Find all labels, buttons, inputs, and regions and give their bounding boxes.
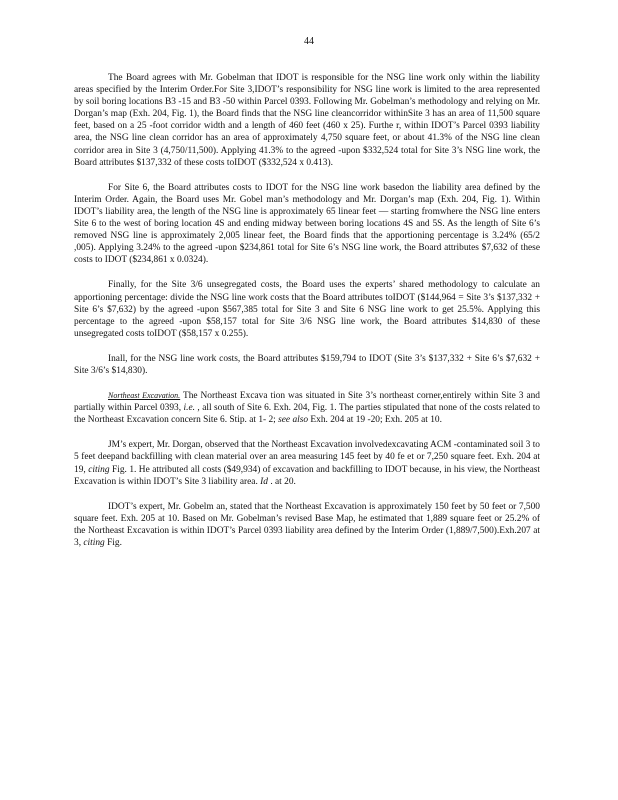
paragraph-nsg-total: Inall, for the NSG line work costs, the Board attributes $159,794 to IDOT (Site 3’s $137,332 + Site 6’s $7,632 + Site 3/6’s $14,830). bbox=[74, 353, 540, 376]
page-number: 44 bbox=[304, 36, 314, 47]
paragraph-nsg-site3: The Board agrees with Mr. Gobelman that IDOT is responsible for the NSG line work only within the liability areas specified by the Interim Order.For Site 3,IDOT’s responsibility for NSG line work is limited to the area represented by soil boring locations B3 -15 and B3 -50 within Parcel 0393. Following Mr. Gobelman’s methodology and relying on Mr. Dorgan’s map (Exh. 204, Fig. 1), the Board finds that the NSG line cleancorridor withinSite 3 has an area of 11,500 square feet, based on a 25 -foot corridor width and a length of 460 feet (460 x 25). Furthe r, within IDOT’s Parcel 0393 liability area, the NSG line clean corridor has an area of approximately 4,750 square feet, or about 41.3% of the NSG line clean corridor area in Site 3 (4,750/11,500). Applying 41.3% to the agreed -upon $332,524 total for Site 3’s NSG line work, the Board attributes $137,332 of these costs toIDOT ($332,524 x 0.413). bbox=[74, 73, 540, 168]
citation-signal: see also bbox=[278, 415, 309, 426]
paragraph-nsg-site6: For Site 6, the Board attributes costs to IDOT for the NSG line work basedon the liability area defined by the Interim Order. Again, the Board uses Mr. Gobel man’s methodology and Mr. Dorgan’s map (Exh. 204, Fig. 1). Within IDOT’s liability area, the length of the NSG line is approximately 65 linear feet — starting fromwhere the NSG line enters Site 6 to the west of boring location 4S and ending midway between boring locations 4S and 5S. As the length of Site 6’s removed NSG line is approximately 2,005 linear feet, the Board finds that the apportioning percentage is 3.24% (65/2 ,005). Applying 3.24% to the agreed -upon $234,861 total for Site 6’s NSG line work, the Board attributes $7,632 of these costs to IDOT ($234,861 x 0.0324). bbox=[74, 182, 540, 266]
paragraph-text: . at 20. bbox=[267, 476, 296, 487]
citation-signal: i.e. bbox=[183, 403, 195, 414]
paragraph-gobelman-opinion bbox=[74, 501, 540, 549]
paragraph-northeast-excavation bbox=[74, 390, 540, 426]
paragraph-text: The Northeast Excava tion was situated in Site 3’s northeast corner,entirely within Site 3 and partially within Parcel 0393, bbox=[74, 391, 540, 414]
document-body bbox=[74, 72, 540, 562]
citation-signal: Id bbox=[260, 476, 268, 487]
paragraph-unsegregated-costs: Finally, for the Site 3/6 unsegregated costs, the Board uses the experts’ shared methodology to calculate an apportioning percentage: divide the NSG line work costs that the Board attributes toIDOT ($144,964 = Site 3’s $137,332 + Site 6’s $7,632) by the agreed -upon $567,385 total for Site 3 and Site 6 NSG line work to get 25.5%. Applying this percentage to the agreed -upon $58,157 total for Site 3/6 NSG line work, the Board attributes $14,830 of these unsegregated costs toIDOT ($58,157 x 0.255). bbox=[74, 280, 540, 339]
citation-signal: citing bbox=[83, 538, 105, 548]
paragraph-text: Fig. 1. He attributed all costs ($49,934) of excavation and backfilling to IDOT because, in his view, the Northeast Excavation is within IDOT’s Site 3 liability area. bbox=[74, 464, 541, 487]
paragraph-dorgan-opinion bbox=[74, 439, 540, 487]
section-heading-northeast-excavation: Northeast Excavation. bbox=[108, 391, 181, 401]
paragraph-text: , all south of Site 6. Exh. 204, Fig. 1. The parties stipulated that none of the costs related to the Northeast Excavation concern Site 6. Stip. at 1- 2; bbox=[74, 403, 540, 426]
citation-signal: citing bbox=[88, 464, 110, 475]
paragraph-text: Exh. 204 at 19 -20; Exh. 205 at 10. bbox=[308, 415, 442, 426]
paragraph-text: JM’s expert, Mr. Dorgan, observed that the Northeast Excavation involvedexcavating ACM -contaminated soil 3 to 5 feet deepand backfilling with clean material over an area measuring 145 feet by 40 fe et or 7,250 square feet. Exh. 204 at 19, bbox=[74, 440, 540, 475]
paragraph-text: IDOT’s expert, Mr. Gobelm an, stated that the Northeast Excavation is approximately 150 feet by 50 feet or 7,500 square feet. Exh. 205 at 10. Based on Mr. Gobelman’s revised Base Map, he estimated that 1,889 square feet or 25.2% of the Northeast Excavation is within IDOT’s Parcel 0393 liability area defined by the Interim Order (1,889/7,500).Exh.207 at 3, bbox=[74, 501, 540, 548]
paragraph-text: Fig. bbox=[104, 538, 122, 548]
